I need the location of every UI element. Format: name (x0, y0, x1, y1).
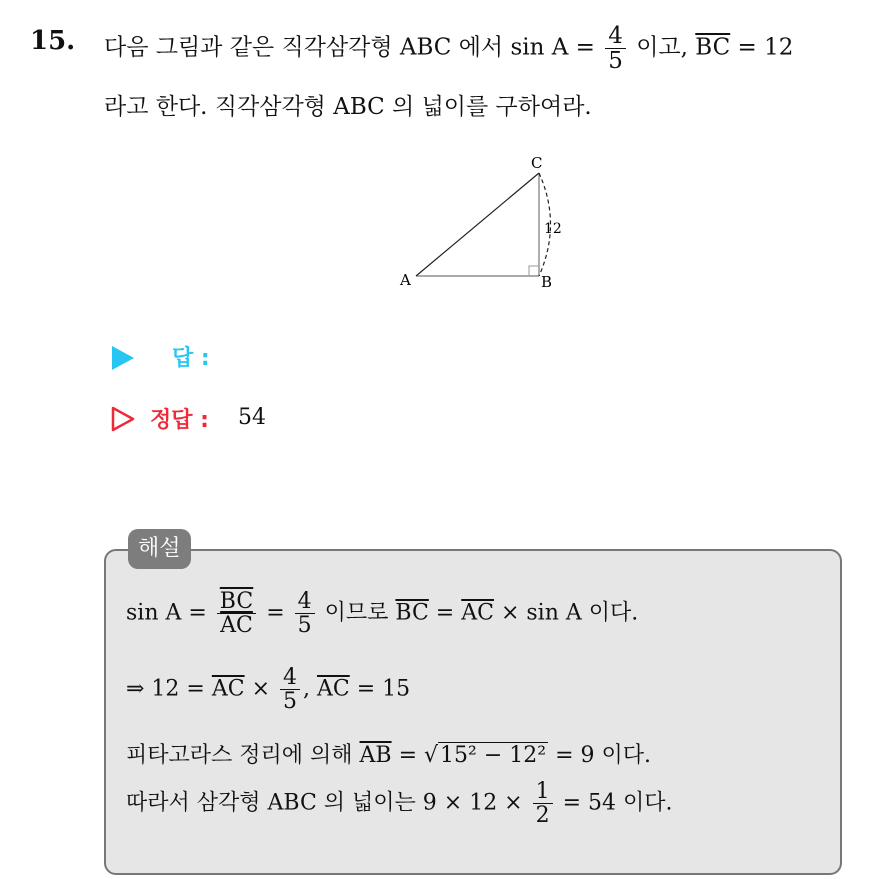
side-ac (416, 173, 539, 276)
label-b: B (541, 273, 553, 291)
solution-line-3 (126, 738, 651, 769)
segment-label: $\overline{AB}$ (359, 743, 392, 768)
solution-line-1 (126, 590, 638, 637)
segment-label: $\overline{BC}$ (395, 600, 429, 626)
correct-arrow-icon (110, 405, 136, 433)
fraction-denominator: 5 (297, 613, 312, 639)
fraction-numerator: 4 (280, 666, 300, 690)
solution-text: 피타고라스 정리에 의해 (126, 743, 360, 768)
solution-tab: 해설 (128, 529, 191, 569)
segment-label: $\overline{AC}$ (461, 600, 494, 626)
sqrt-radicand: 15² − 12² (440, 743, 547, 768)
solution-text: sin A = (126, 600, 214, 626)
solution-text: = 15 (349, 676, 411, 702)
solution-line-2 (126, 666, 410, 713)
question-number: 15. (30, 26, 76, 56)
segment-label: $\overline{AC}$ (211, 676, 245, 702)
fraction (533, 780, 553, 827)
fraction-denominator: 5 (283, 689, 297, 715)
fraction (295, 590, 315, 637)
side-length-label: 12 (544, 221, 562, 237)
question-line-1 (104, 24, 793, 73)
answer-arrow-icon (112, 346, 134, 370)
segment-label: $\overline{BC}$ (695, 34, 731, 61)
fraction-denominator: AC (220, 613, 253, 639)
label-a: A (400, 271, 411, 289)
fraction-numerator: 4 (605, 24, 626, 49)
fraction-denominator: 2 (535, 803, 550, 829)
question-text: 이고, (628, 34, 696, 61)
solution-text: × (244, 676, 277, 702)
question-text: 다음 그림과 같은 직각삼각형 ABC 에서 sin A = (104, 34, 603, 61)
solution-text: = 54 이다. (555, 790, 673, 816)
fraction-denominator: 5 (608, 48, 623, 75)
solution-text: × sin A 이다. (493, 600, 639, 626)
solution-text: 이므로 (317, 600, 396, 626)
fraction (605, 24, 626, 73)
solution-text: 따라서 삼각형 ABC 의 넓이는 9 × 12 × (126, 790, 530, 816)
correct-answer-label: 정답 : (150, 408, 209, 433)
solution-text: ⇒ 12 = (126, 676, 212, 702)
solution-line-4 (126, 780, 673, 827)
answer-label: 답 : (172, 346, 210, 371)
segment-label: $\overline{AC}$ (317, 676, 350, 702)
right-angle-mark (529, 266, 539, 276)
fraction-numerator: 4 (295, 590, 315, 614)
solution-text: = (428, 600, 462, 626)
fraction (217, 590, 256, 637)
question-line-2: 라고 한다. 직각삼각형 ABC 의 넓이를 구하여라. (104, 94, 592, 120)
triangle-figure (390, 150, 580, 295)
solution-text: = (391, 743, 424, 768)
fraction-numerator: 1 (533, 780, 553, 804)
label-c: C (531, 154, 543, 172)
fraction-numerator: $\overline{BC}$ (217, 590, 256, 614)
solution-text: , (303, 676, 317, 702)
fraction (280, 666, 300, 713)
solution-text: = 9 이다. (548, 743, 651, 768)
solution-text: = (259, 600, 292, 626)
question-text: = 12 (730, 34, 794, 61)
correct-answer-value: 54 (238, 405, 266, 430)
sqrt-sign: √ (424, 743, 439, 768)
